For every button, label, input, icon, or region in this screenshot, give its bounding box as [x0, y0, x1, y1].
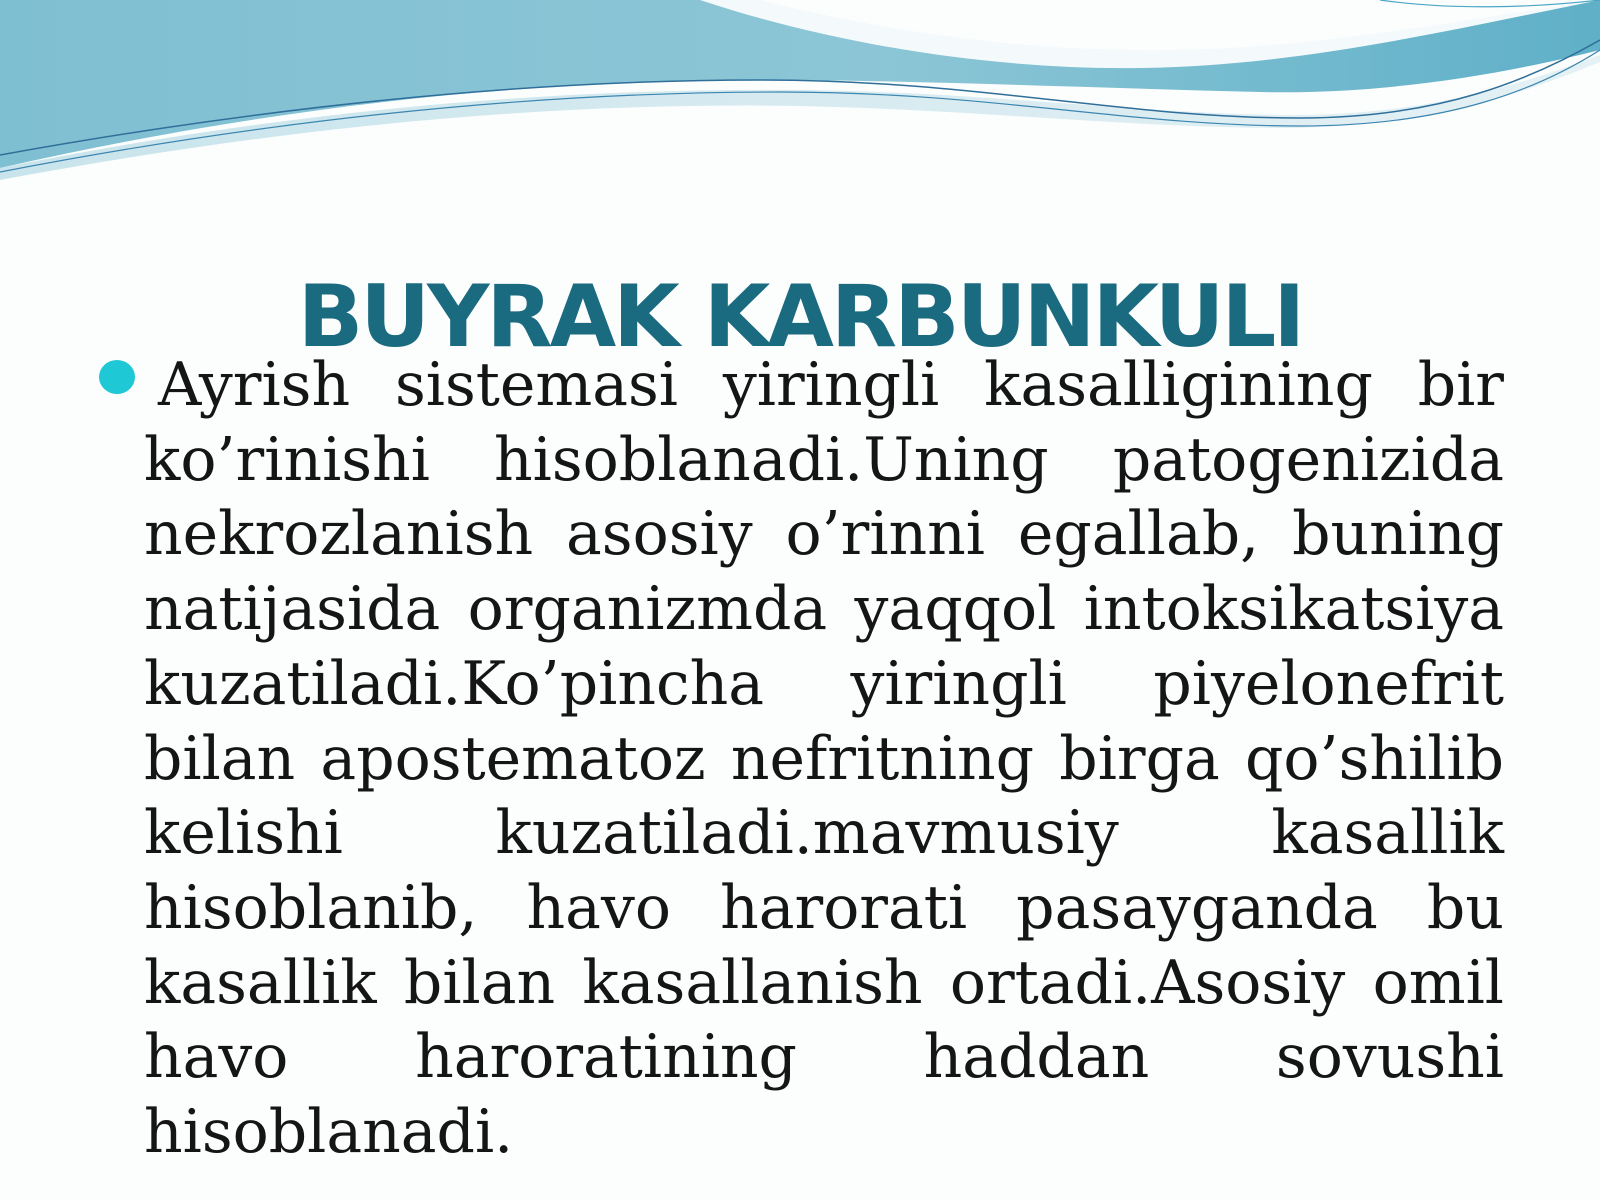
slide-title: BUYRAK KARBUNKULI [297, 266, 1303, 367]
bullet-text: Ayrish sistemasi yiringli kasalligining bir ko’rinishi hisoblanadi.Uning patogenizida nekrozlanish asosiy o’rinni egallab, buning natijasida organizmda yaqqol intoksikatsiya kuzatiladi.Ko’pincha yiringli piyelonefrit bilan apostematoz nefritning birga qo’shilib kelishi kuzatiladi.mavmusiy kasallik hisoblanib, havo harorati pasayganda bu kasallik bilan kasallanish ortadi.Asosiy omil havo haroratining haddan sovushi hisoblanadi. [144, 350, 1504, 1168]
bullet-icon [99, 360, 135, 394]
wave-header-decoration [0, 0, 1600, 200]
